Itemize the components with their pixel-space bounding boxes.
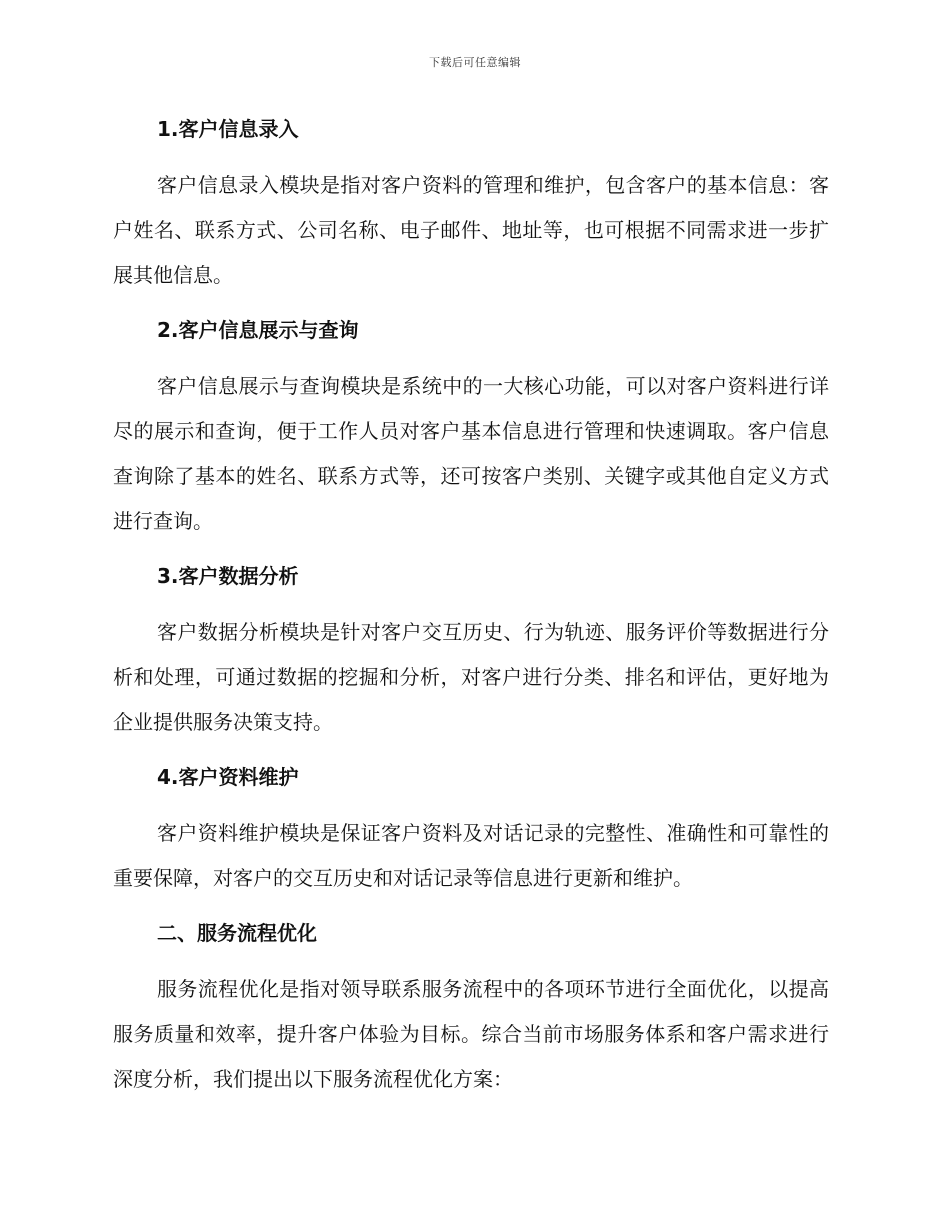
section-paragraph: 客户数据分析模块是针对客户交互历史、行为轨迹、服务评价等数据进行分析和处理，可通过数据的挖掘和分析，对客户进行分类、排名和评估，更好地为企业提供服务决策支持。 <box>113 620 829 734</box>
section-heading: 2.客户信息展示与查询 <box>157 318 359 342</box>
section-paragraph: 客户资料维护模块是保证客户资料及对话记录的完整性、准确性和可靠性的重要保障，对客户的交互历史和对话记录等信息进行更新和维护。 <box>113 821 829 890</box>
section-heading: 1.客户信息录入 <box>157 117 299 141</box>
section-heading: 4.客户资料维护 <box>157 765 299 789</box>
section-heading: 3.客户数据分析 <box>157 564 299 588</box>
section-paragraph: 服务流程优化是指对领导联系服务流程中的各项环节进行全面优化，以提高服务质量和效率，提升客户体验为目标。综合当前市场服务体系和客户需求进行深度分析，我们提出以下服务流程优化方案： <box>113 977 829 1091</box>
header-note: 下载后可任意编辑 <box>429 56 521 69</box>
section-paragraph: 客户信息录入模块是指对客户资料的管理和维护，包含客户的基本信息：客户姓名、联系方式、公司名称、电子邮件、地址等，也可根据不同需求进一步扩展其他信息。 <box>113 173 829 287</box>
section-paragraph: 客户信息展示与查询模块是系统中的一大核心功能，可以对客户资料进行详尽的展示和查询，便于工作人员对客户基本信息进行管理和快速调取。客户信息查询除了基本的姓名、联系方式等，还可按客户类别、关键字或其他自定义方式进行查询。 <box>113 374 829 533</box>
document-body <box>113 110 829 1115</box>
section-heading: 二、服务流程优化 <box>157 921 317 945</box>
